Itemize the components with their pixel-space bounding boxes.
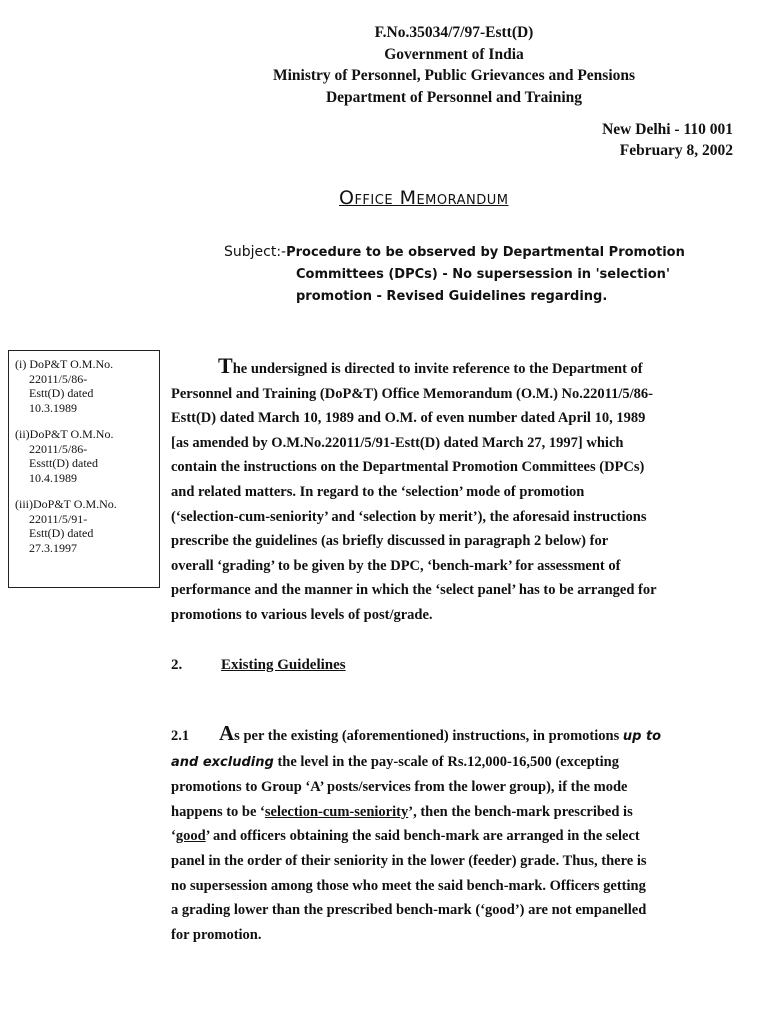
para-line: Estt(D) dated March 10, 1989 and O.M. of even number dated April 10, 1989 xyxy=(171,410,646,427)
ref-line: 22011/5/86- xyxy=(29,441,88,456)
reference-item xyxy=(15,497,153,555)
para-italic: and excluding xyxy=(171,754,274,770)
para-line xyxy=(171,824,732,849)
ref-line: 22011/5/86- xyxy=(29,371,88,386)
place-date-block xyxy=(602,119,733,161)
ref-line: 10.4.1989 xyxy=(29,470,77,485)
para-line: (‘selection-cum-seniority’ and ‘selection by merit’), the aforesaid instructions xyxy=(171,508,647,525)
para-line: a grading lower than the prescribed bench-mark (‘good’) are not empanelled xyxy=(171,902,647,919)
para-underlined: selection-cum-seniority xyxy=(264,803,409,820)
department-name: Department of Personnel and Training xyxy=(325,88,583,106)
government-name: Government of India xyxy=(384,45,524,63)
subject-label: Subject:- xyxy=(224,244,287,260)
para-line: promotions to Group ‘A’ posts/services from the lower group), if the mode xyxy=(171,779,628,796)
ref-line: Esstt(D) dated xyxy=(29,456,98,470)
subject-block xyxy=(224,241,704,308)
paragraph-1 xyxy=(171,354,732,628)
ref-line: Estt(D) dated xyxy=(29,526,94,540)
letterhead xyxy=(0,22,768,108)
paragraph-2-1 xyxy=(171,721,732,947)
ref-line: (ii)DoP&T O.M.No. xyxy=(15,427,114,441)
subject-line-2: Committees (DPCs) - No supersession in 'selection' xyxy=(296,267,670,282)
para-line xyxy=(171,721,732,750)
section-heading xyxy=(171,657,346,674)
para-line: no supersession among those who meet the said bench-mark. Officers getting xyxy=(171,877,646,894)
para-line xyxy=(171,800,732,825)
subject-line-3: promotion - Revised Guidelines regarding. xyxy=(296,289,608,304)
reference-box xyxy=(8,350,160,588)
section-title: Existing Guidelines xyxy=(221,657,346,673)
para-text: s per the existing (aforementioned) instructions, in promotions xyxy=(234,728,620,744)
drop-cap: A xyxy=(219,721,235,745)
para-line: promotions to various levels of post/grade. xyxy=(171,606,433,623)
subject-line-1: Procedure to be observed by Departmental Promotion xyxy=(286,245,685,260)
para-text: happens to be ‘ xyxy=(171,803,265,820)
memo-date: February 8, 2002 xyxy=(619,142,733,159)
ministry-name: Ministry of Personnel, Public Grievances and Pensions xyxy=(272,67,636,84)
para-underlined: good xyxy=(175,828,206,845)
para-line: panel in the order of their seniority in the lower (feeder) grade. Thus, there is xyxy=(171,852,647,869)
para-italic: up to xyxy=(622,729,662,744)
para-number: 2.1 xyxy=(171,728,190,744)
para-text: ’, then the bench-mark prescribed is xyxy=(408,803,633,820)
para-line: [as amended by O.M.No.22011/5/91-Estt(D) dated March 27, 1997] which xyxy=(171,434,624,451)
para-text: the level in the pay-scale of Rs.12,000-16,500 (excepting xyxy=(273,753,619,770)
para-line: for promotion. xyxy=(171,926,262,943)
reference-item xyxy=(15,357,153,415)
para-text: he undersigned is directed to invite reference to the Department of xyxy=(232,361,643,377)
ref-line: 10.3.1989 xyxy=(29,400,77,415)
para-line: overall ‘grading’ to be given by the DPC, ‘bench-mark’ for assessment of xyxy=(171,557,621,574)
para-text: ’ and officers obtaining the said bench-mark are arranged in the select xyxy=(205,828,640,845)
city: New Delhi - 110 001 xyxy=(602,121,733,138)
para-line xyxy=(171,750,732,776)
para-line: prescribe the guidelines (as briefly discussed in paragraph 2 below) for xyxy=(171,533,609,550)
ref-line: Estt(D) dated xyxy=(29,386,94,400)
para-line: performance and the manner in which the ‘select panel’ has to be arranged for xyxy=(171,582,657,599)
ref-line: (i) DoP&T O.M.No. xyxy=(15,357,114,371)
para-line: and related matters. In regard to the ‘selection’ mode of promotion xyxy=(171,483,585,500)
page-title: Office Memorandum xyxy=(339,187,509,209)
file-number: F.No.35034/7/97-Estt(D) xyxy=(374,24,534,41)
para-line: Personnel and Training (DoP&T) Office Memorandum (O.M.) No.22011/5/86- xyxy=(171,385,653,402)
reference-item xyxy=(15,427,153,485)
drop-cap: T xyxy=(218,353,233,378)
section-number: 2. xyxy=(171,657,183,673)
para-line xyxy=(171,354,732,382)
para-line: contain the instructions on the Departmental Promotion Committees (DPCs) xyxy=(171,459,645,476)
ref-line: 22011/5/91- xyxy=(29,511,88,526)
ref-line: 27.3.1997 xyxy=(29,540,77,555)
para-text: ‘ xyxy=(171,828,176,845)
ref-line: (iii)DoP&T O.M.No. xyxy=(15,497,117,511)
